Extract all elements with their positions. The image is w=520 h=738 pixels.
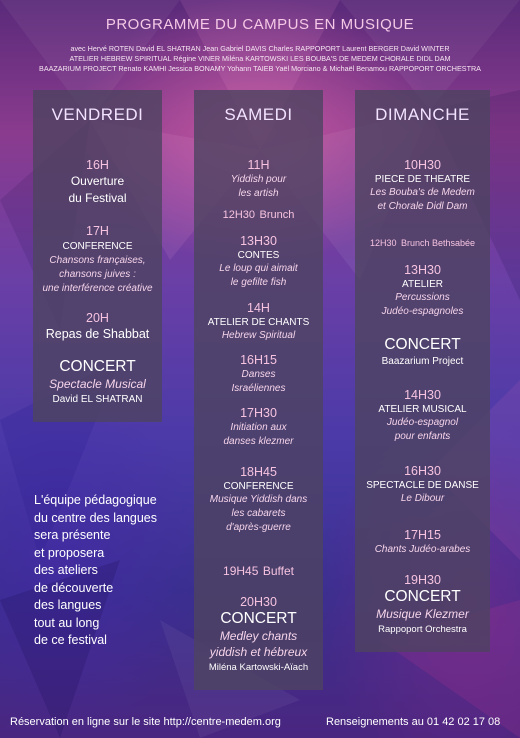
event-brunch <box>355 233 490 251</box>
event-concert <box>194 594 323 675</box>
event-label: Buffet <box>262 564 294 578</box>
event-time: 19H45 <box>223 564 259 578</box>
event-label: CONCERT <box>220 610 297 627</box>
side-note-line: sera présente <box>34 528 111 542</box>
event-line: Initiation aux <box>230 422 287 433</box>
event-spectacle-danse <box>355 463 490 506</box>
event-line: Danses <box>241 369 276 380</box>
event-line: Medley chants <box>219 629 298 643</box>
event-time: 13H30 <box>240 234 277 248</box>
event-chants <box>355 527 490 557</box>
side-note-line: de découverte <box>34 580 114 595</box>
event-time: 16H30 <box>404 464 441 478</box>
side-note-line: des langues <box>34 598 102 612</box>
event-line: Hebrew Spiritual <box>221 330 296 341</box>
event-label: CONFERENCE <box>62 241 133 252</box>
event-brunch <box>194 205 323 223</box>
event-time: 17H <box>86 224 109 238</box>
event-label: CONCERT <box>59 358 136 375</box>
event-conference <box>33 223 162 296</box>
event-yiddish <box>194 157 323 201</box>
header <box>0 16 520 33</box>
event-ouverture <box>33 157 162 207</box>
event-time: 14H <box>247 301 270 315</box>
event-line: Musique Klezmer <box>376 607 469 621</box>
day-heading: SAMEDI <box>224 105 293 124</box>
event-concert-baazarium <box>355 336 490 369</box>
event-initiation <box>194 405 323 449</box>
side-note-line: et proposera <box>34 545 105 560</box>
event-concert <box>33 358 162 407</box>
event-atelier-musical <box>355 387 490 444</box>
side-note-line: du centre des langues <box>34 510 158 525</box>
event-line: Israéliennes <box>231 383 286 394</box>
footer-info: Renseignements au 01 42 02 17 08 <box>326 716 501 728</box>
event-time: 12H30 <box>222 209 256 221</box>
event-label: Repas de Shabbat <box>45 327 150 341</box>
event-time: 12H30 <box>369 238 397 248</box>
event-contes <box>194 233 323 290</box>
event-label: CONCERT <box>384 588 461 605</box>
column-samedi <box>194 90 323 690</box>
event-line: Miléna Kartowski-Aïach <box>208 662 309 673</box>
event-time: 10H30 <box>404 158 441 172</box>
event-label: Brunch <box>259 209 295 221</box>
event-label: SPECTACLE DE DANSE <box>366 480 479 491</box>
event-label: PIECE DE THEATRE <box>374 174 471 185</box>
column-vendredi <box>33 90 162 422</box>
event-repas <box>33 310 162 343</box>
event-line: Ouverture <box>70 174 125 188</box>
event-line: Rappoport Orchestra <box>378 624 467 635</box>
side-note-line: des ateliers <box>34 563 98 577</box>
event-line: Spectacle Musical <box>49 377 146 391</box>
event-line: David EL SHATRAN <box>52 394 143 405</box>
event-line: yiddish et hébreux <box>209 645 308 659</box>
side-note-line: tout au long <box>34 615 100 630</box>
day-heading: DIMANCHE <box>375 105 470 124</box>
side-note-line: L'équipe pédagogique <box>34 493 157 507</box>
event-line: Judéo-espagnoles <box>381 306 464 317</box>
event-line: une interférence créative <box>42 283 153 294</box>
event-label: CONFERENCE <box>223 481 294 492</box>
event-line: Chants Judéo-arabes <box>374 544 471 555</box>
event-time: 17H30 <box>240 406 277 420</box>
event-line: d'après-guerre <box>226 522 291 533</box>
event-time: 16H15 <box>240 353 277 367</box>
event-label: CONCERT <box>384 336 461 353</box>
column-dimanche <box>355 90 490 652</box>
artists-line-1: avec Hervé ROTEN David EL SHATRAN Jean Gabriel DAVIS Charles RAPPOPORT Laurent BERGER David WINTER <box>70 44 450 53</box>
event-line: Baazarium Project <box>381 356 464 367</box>
event-line: les artish <box>238 188 279 199</box>
day-heading: VENDREDI <box>51 105 144 124</box>
event-line: et Chorale Didl Dam <box>377 201 468 212</box>
footer-reservation: Réservation en ligne sur le site http://centre-medem.org <box>10 716 281 728</box>
event-danses <box>194 352 323 396</box>
event-atelier-chants <box>194 300 323 343</box>
artists-line-2: ATELIER HEBREW SPIRITUAL Régine VINER Miléna KARTOWSKI LES BOUBA'S DE MEDEM CHORALE DIDL DAM <box>69 54 451 63</box>
event-line: chansons juives : <box>59 269 136 280</box>
event-buffet <box>194 562 323 580</box>
event-label: ATELIER MUSICAL <box>378 404 467 415</box>
event-line: les cabarets <box>231 508 286 519</box>
event-time: 20H <box>86 311 109 325</box>
event-line: Judéo-espagnol <box>386 417 459 428</box>
event-time: 19H30 <box>404 573 441 587</box>
event-time: 13H30 <box>404 263 441 277</box>
event-time: 18H45 <box>240 465 277 479</box>
event-time: 14H30 <box>404 388 441 402</box>
event-line: Percussions <box>395 292 450 303</box>
event-theatre <box>355 157 490 214</box>
side-note <box>34 492 194 650</box>
page-title: PROGRAMME DU CAMPUS EN MUSIQUE <box>105 16 415 33</box>
event-line: Musique Yiddish dans <box>209 494 308 505</box>
event-atelier <box>355 262 490 319</box>
event-label: Brunch Bethsabée <box>400 238 476 248</box>
event-line: danses klezmer <box>223 436 294 447</box>
event-line: Le loup qui aimait <box>219 263 298 274</box>
event-time: 17H15 <box>404 528 441 542</box>
event-time: 11H <box>247 158 270 172</box>
event-line: le gefilte fish <box>230 277 287 288</box>
event-concert-klezmer <box>355 572 490 637</box>
event-label: CONTES <box>237 250 280 261</box>
artists-line-3: BAAZARIUM PROJECT Renato KAMHI Jessica BONAMY Yohann TAIEB Yaël Morciano & Michaël Benamou RAPPOPORT ORCHESTRA <box>39 64 481 73</box>
event-line: pour enfants <box>394 431 451 442</box>
event-line: Chansons françaises, <box>49 255 146 266</box>
event-label: ATELIER <box>402 279 443 290</box>
event-conference <box>194 464 323 535</box>
event-line: Le Dibour <box>400 493 445 504</box>
side-note-line: de ce festival <box>34 633 107 647</box>
event-line: Les Bouba's de Medem <box>370 187 475 198</box>
event-time: 20H30 <box>240 595 277 609</box>
event-time: 16H <box>86 158 109 172</box>
event-line: Yiddish pour <box>230 174 287 185</box>
event-label: ATELIER DE CHANTS <box>207 317 310 328</box>
event-line: du Festival <box>68 191 127 205</box>
